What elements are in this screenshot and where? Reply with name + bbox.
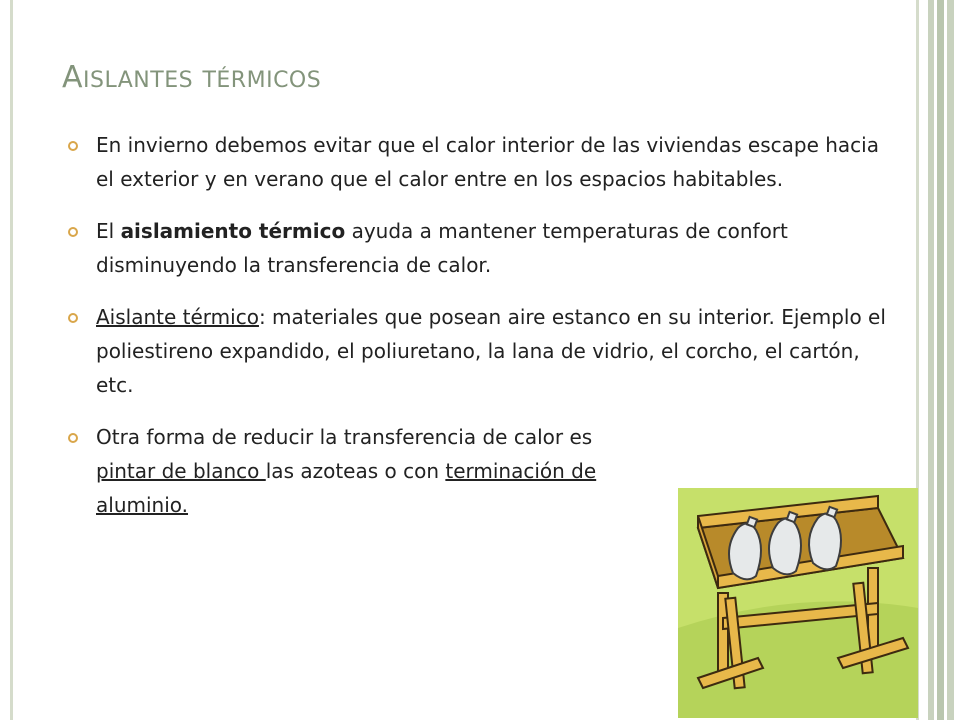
bullet-item-aislante xyxy=(66,300,886,402)
bullet-underlined-aluminio: terminación de aluminio. xyxy=(96,459,597,517)
title-initial: A xyxy=(62,60,84,95)
slide-frame-right-stripes xyxy=(920,0,960,720)
slide-frame-left-border xyxy=(10,0,13,720)
title-word2: TÉRMICOS xyxy=(202,68,322,93)
bullet-item-invierno xyxy=(66,128,886,196)
bullet-list xyxy=(66,128,886,522)
bullet-item-pintar xyxy=(66,420,656,522)
bullet-ring-icon xyxy=(68,433,78,443)
bullet-item-aislamiento xyxy=(66,214,886,282)
bullet-text-after: : materiales que posean aire estanco en su interior. Ejemplo el poliestireno expandido, el poliuretano, la lana de vidrio, el corcho, el cartón, etc. xyxy=(96,305,886,397)
title-word1-rest: ISLANTES xyxy=(83,68,194,93)
bullet-text-middle: las azoteas o con xyxy=(265,459,446,483)
bullet-text-after: ayuda a mantener temperaturas de confort disminuyendo la transferencia de calor. xyxy=(96,219,788,277)
bullet-ring-icon xyxy=(68,227,78,237)
bullet-text: En invierno debemos evitar que el calor interior de las viviendas escape hacia el exterior y en verano que el calor entre en los espacios habitables. xyxy=(96,133,879,191)
bullet-underlined-pintar: pintar de blanco xyxy=(96,459,266,483)
bullet-text-before: Otra forma de reducir la transferencia de calor es xyxy=(96,425,593,449)
slide-title xyxy=(62,60,321,95)
bullet-underlined-term: Aislante térmico xyxy=(96,305,259,329)
bullet-bold-term: aislamiento térmico xyxy=(120,219,346,243)
bottle-rack-illustration xyxy=(678,488,918,718)
bullet-ring-icon xyxy=(68,313,78,323)
bullet-text-before: El xyxy=(96,219,121,243)
bullet-ring-icon xyxy=(68,141,78,151)
